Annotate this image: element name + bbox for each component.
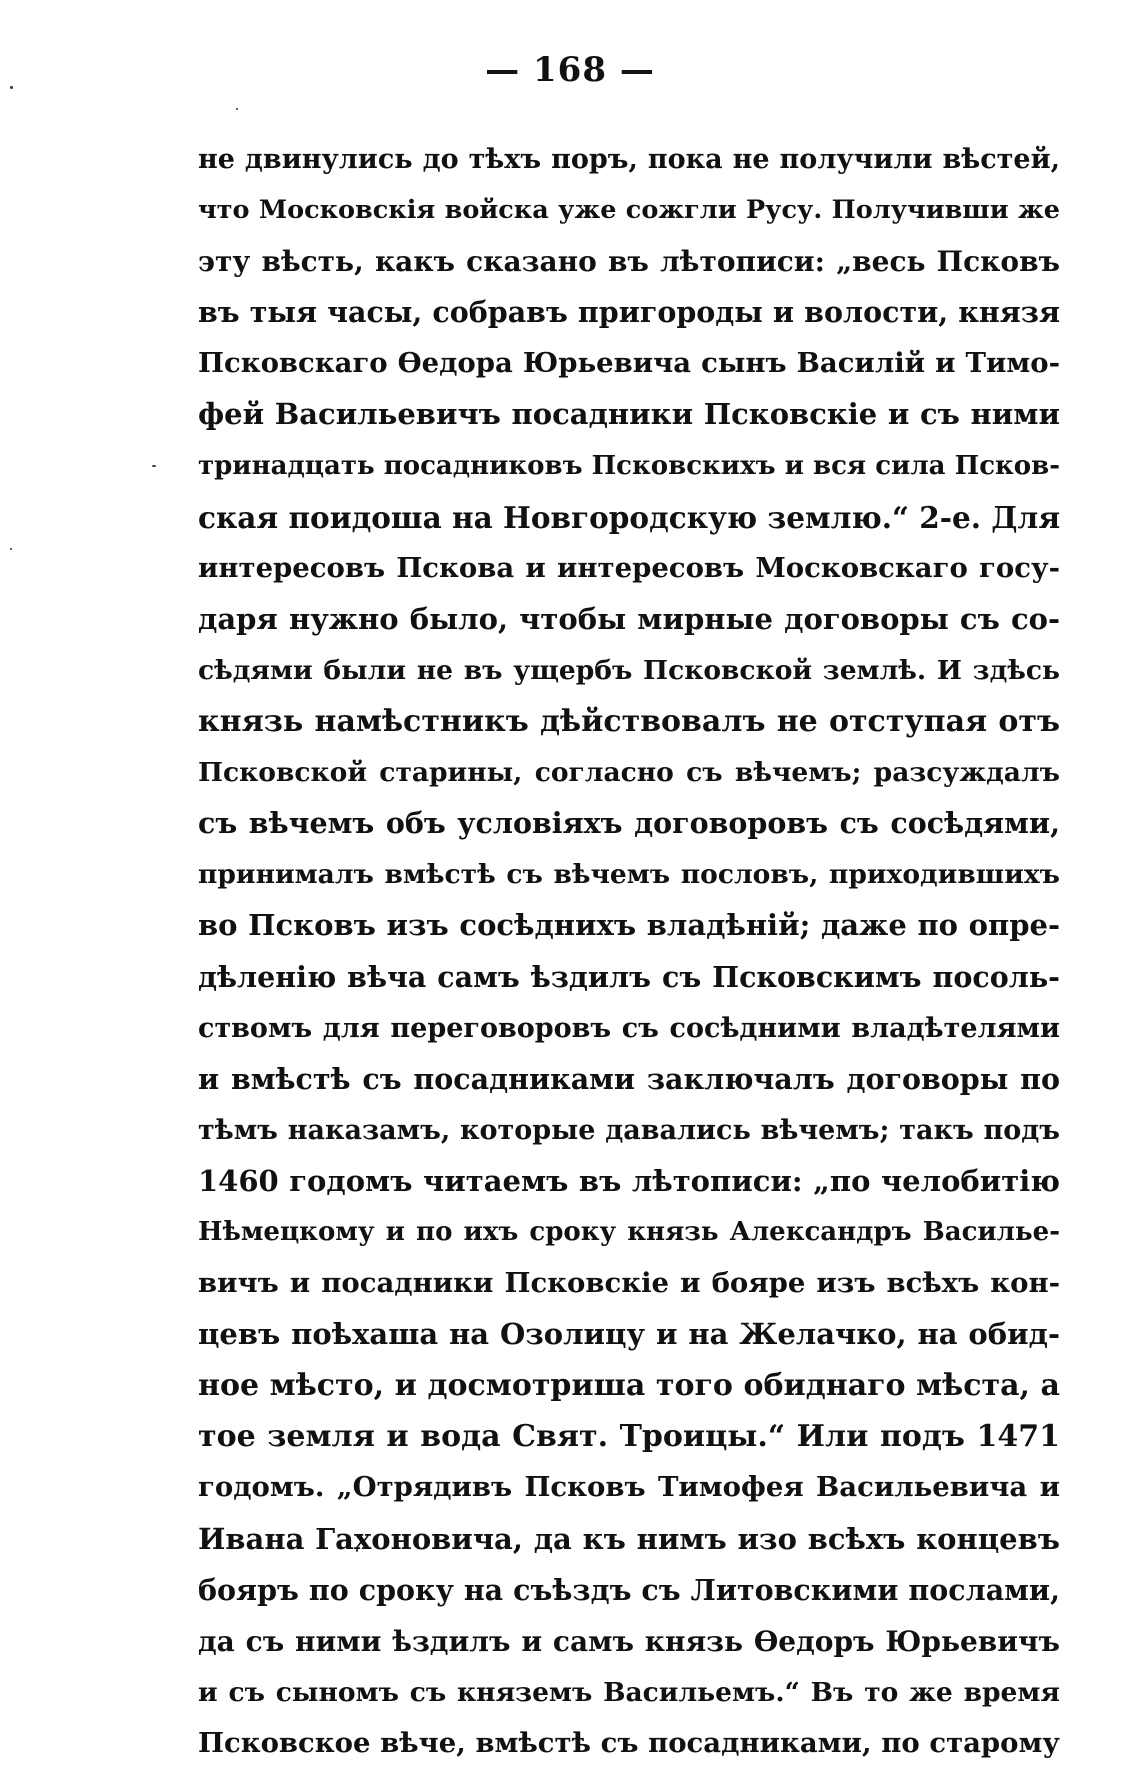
text-line: Ивана Гахоновича, да къ нимъ изо всѣхъ концевъ	[198, 1521, 1060, 1556]
text-line: тринадцать посадниковъ Псковскихъ и вся сила Псков-	[198, 450, 1060, 481]
body-text	[198, 134, 1060, 1769]
text-line: тое земля и вода Свят. Троицы.“ Или подъ 1471	[198, 1419, 1060, 1455]
text-line: Псковской старины, согласно съ вѣчемъ; разсуждалъ	[198, 757, 1060, 789]
text-line: что Московскія войска уже сожгли Русу. Получивши же	[198, 195, 1060, 226]
text-line: дѣленію вѣча самъ ѣздилъ съ Псковскимъ посоль-	[198, 959, 1060, 994]
text-line: да съ ними ѣздилъ и самъ князь Ѳедоръ Юрьевичъ	[198, 1624, 1060, 1658]
text-line: сѣдями были не въ ущербъ Псковской землѣ. И здѣсь	[198, 654, 1060, 686]
text-line: ская поидоша на Новгородскую землю.“ 2-е. Для	[198, 499, 1060, 535]
text-line: годомъ. „Отрядивъ Псковъ Тимофея Васильевича и	[198, 1471, 1060, 1504]
text-line: интересовъ Пскова и интересовъ Московскаго госу-	[198, 551, 1060, 584]
text-line: и вмѣстѣ съ посадниками заключалъ договоры по	[198, 1061, 1060, 1096]
text-line: эту вѣсть, какъ сказано въ лѣтописи: „весь Псковъ	[198, 245, 1060, 279]
text-line: фей Васильевичъ посадники Псковскіе и съ ними	[198, 397, 1060, 432]
text-line: съ вѣчемъ объ условіяхъ договоровъ съ сосѣдями,	[198, 806, 1060, 841]
text-line: вичъ и посадники Псковскіе и бояре изъ всѣхъ кон-	[198, 1267, 1060, 1300]
text-line: и съ сыномъ съ княземъ Васильемъ.“ Въ то же время	[198, 1676, 1060, 1708]
text-line: во Псковъ изъ сосѣднихъ владѣній; даже по опре-	[198, 908, 1060, 943]
print-speck	[236, 108, 238, 110]
text-line: принималъ вмѣстѣ съ вѣчемъ пословъ, приходившихъ	[198, 859, 1060, 891]
text-line: ное мѣсто, и досмотриша того обиднаго мѣста, а	[198, 1368, 1060, 1404]
text-line: въ тыя часы, собравъ пригороды и волости, князя	[198, 295, 1060, 330]
text-line: бояръ по сроку на съѣздъ съ Литовскими послами,	[198, 1572, 1060, 1607]
print-speck	[152, 465, 156, 467]
text-line: ствомъ для переговоровъ съ сосѣдними владѣтелями	[198, 1012, 1060, 1044]
text-line: 1460 годомъ читаемъ въ лѣтописи: „по челобитію	[198, 1163, 1060, 1198]
text-line: даря нужно было, чтобы мирные договоры съ со-	[198, 601, 1060, 636]
page-number: — 168 —	[485, 50, 655, 90]
text-line: тѣмъ наказамъ, которые давались вѣчемъ; такъ подъ	[198, 1114, 1060, 1146]
text-line: Псковскаго Ѳедора Юрьевича сынъ Василій и Тимо-	[198, 347, 1060, 380]
text-line: цевъ поѣхаша на Озолицу и на Желачко, на обид-	[198, 1317, 1060, 1352]
text-line: не двинулись до тѣхъ поръ, пока не получили вѣстей,	[198, 144, 1060, 175]
text-line: Нѣмецкому и по ихъ сроку князь Александръ Василье-	[198, 1216, 1060, 1247]
text-line: князь намѣстникъ дѣйствовалъ не отступая отъ	[198, 704, 1060, 740]
print-speck	[10, 548, 12, 550]
text-line: Псковское вѣче, вмѣстѣ съ посадниками, по старому	[198, 1726, 1060, 1759]
